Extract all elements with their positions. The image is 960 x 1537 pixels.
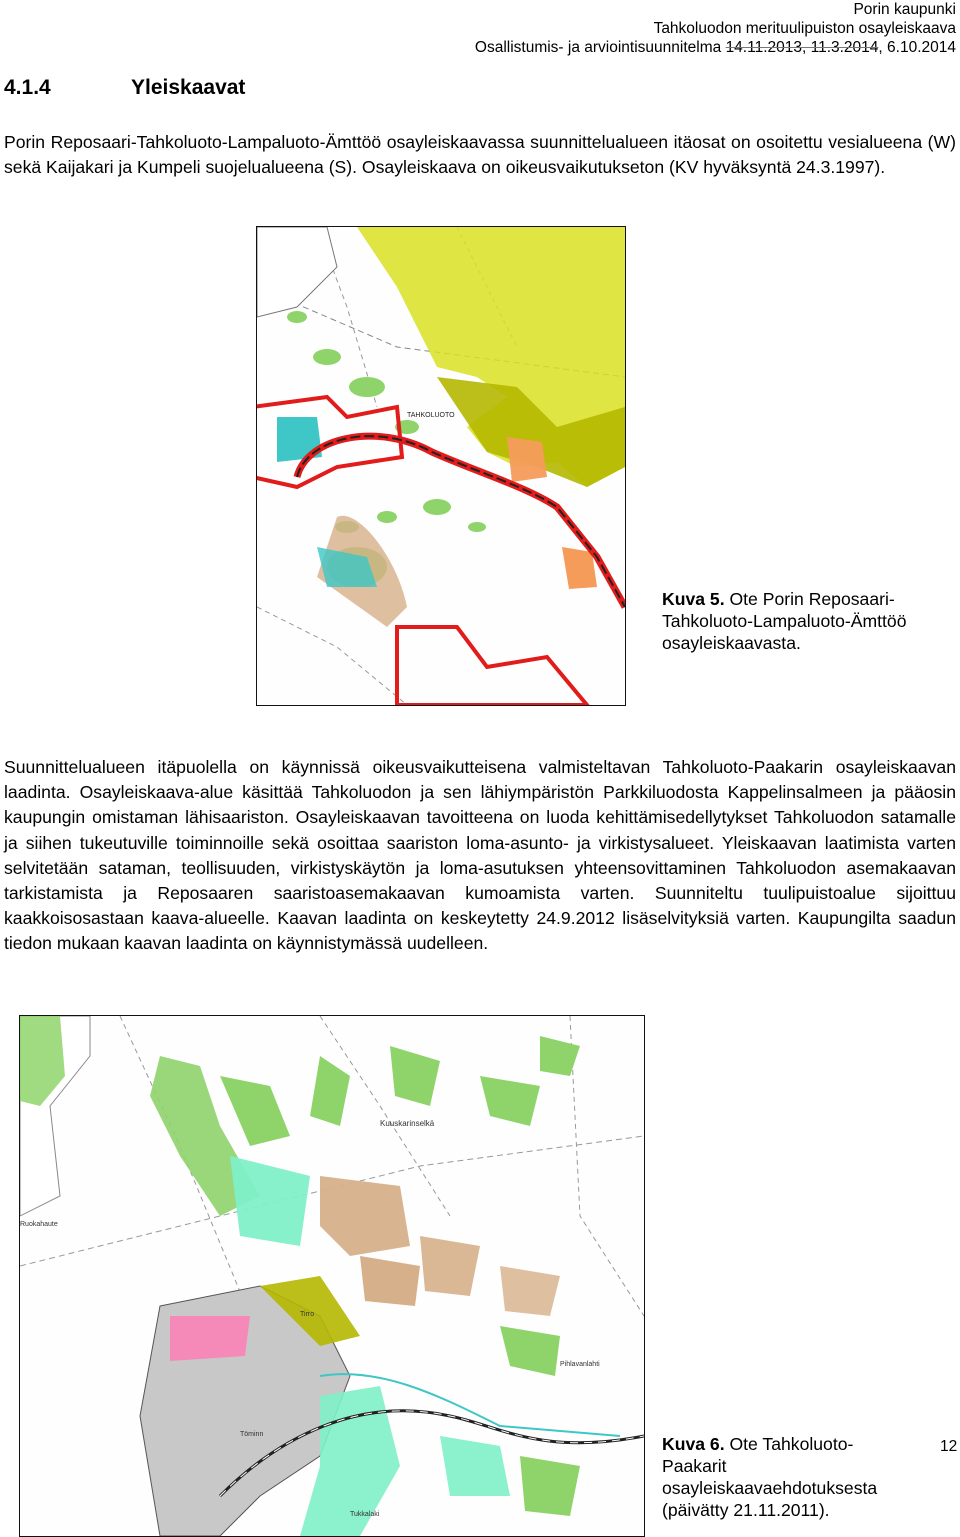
figure-1-label: Kuva 5. (662, 589, 725, 609)
header-project: Tahkoluodon merituulipuiston osayleiskaava (653, 20, 956, 37)
figure-2-caption-l1: Ote Tahkoluoto- (724, 1434, 854, 1454)
header-document-prefix: Osallistumis- ja arviointisuunnitelma (474, 39, 726, 56)
map-2-label-tahkoluoto: Töminn (240, 1431, 264, 1438)
header-current-date: 6.10.2014 (887, 39, 956, 56)
map-2-label-pihlava: Pihlavanlahti (560, 1361, 600, 1368)
map-2-label-kuuskarinselka: Kuuskarinselkä (380, 1119, 435, 1128)
map-2-pink-area (170, 1316, 250, 1361)
map-2-label-tukkalaki: Tukkalaki (350, 1511, 380, 1518)
figure-2-caption-line-1 (662, 1433, 877, 1455)
paragraph-1: Porin Reposaari-Tahkoluoto-Lampaluoto-Ämttöö osayleiskaavassa suunnittelualueen itäosat on osoitettu vesialueena (W) sekä Kaijakari ja Kumpeli suojelualueena (S). Osayleiskaava on oikeusvaikutukseton (KV hyväksyntä 24.3.1997). (4, 132, 956, 178)
figure-1-caption-line-3: osayleiskaavasta. (662, 633, 801, 653)
map-1-label-tahkoluoto: TAHKOLUOTO (407, 412, 455, 419)
header-sep: , (878, 39, 888, 56)
figure-2-caption-line-2: Paakarit (662, 1456, 727, 1476)
map-2-drawing (20, 1016, 644, 1536)
paragraph-2: Suunnittelualueen itäpuolella on käynnissä oikeusvaikutteisena valmisteltavan Tahkoluoto-Paakarin osayleiskaavan laadinta. Osayleiskaava-alue käsittää Tahkoluodon ja sen lähiympäristön Parkkiluodosta Kappelinsalmeen ja pääosin kaupungin omistaman lähisaariston. Osayleiskaavan tavoitteena on luoda kehittämisedellytykset Tahkoluodon satamalle ja siihen tukeutuville toiminnoille sekä osoittaa saariston loma-asunto- ja virkistysalueet. Yleiskaavan laatimista varten selvitetään sataman, teollisuuden, virkistyskäytön ja loma-asutuksen yhteensovittaminen Tahkoluodon asemakaavan tarkistamista ja Reposaaren saaristoasemakaavan kumoamista varten. Suunniteltu tuulipuistoalue sijoittuu kaakkoisosastaan kaava-alueelle. Kaavan laadinta on keskeytetty 24.9.2012 lisäselvityksiä varten. Kaupungilta saadun tiedon mukaan kaavan laadinta on käynnistymässä uudelleen. (4, 757, 956, 954)
figure-1-caption-l1: Ote Porin Reposaari- (724, 589, 895, 609)
figure-2-caption-line-4: (päivätty 21.11.2011). (662, 1500, 830, 1520)
header-struck-dates: 14.11.2013, 11.3.2014 (725, 39, 879, 56)
figure-2-caption-line-3: osayleiskaavaehdotuksesta (662, 1478, 878, 1498)
page-header (475, 0, 956, 57)
map-2-label-ruokahaute: Ruokahaute (20, 1221, 58, 1228)
section-number: 4.1.4 (4, 76, 51, 99)
section-heading (4, 76, 245, 100)
header-document (475, 38, 956, 57)
figure-2-label: Kuva 6. (662, 1434, 725, 1454)
map-tahkoluoto-paakari-osayleiskaava (19, 1015, 645, 1537)
figure-1-caption (662, 588, 907, 654)
header-city: Porin kaupunki (853, 1, 956, 18)
map-2-label-tirro: Tirro (300, 1311, 315, 1318)
figure-1-caption-line-2: Tahkoluoto-Lampaluoto-Ämttöö (662, 611, 907, 631)
section-title: Yleiskaavat (131, 76, 246, 99)
page-number: 12 (940, 1438, 958, 1455)
figure-1-caption-line-1 (662, 588, 907, 610)
figure-2-caption (662, 1433, 877, 1521)
map-1-drawing (257, 227, 625, 705)
map-reposaari-osayleiskaava (256, 226, 626, 706)
